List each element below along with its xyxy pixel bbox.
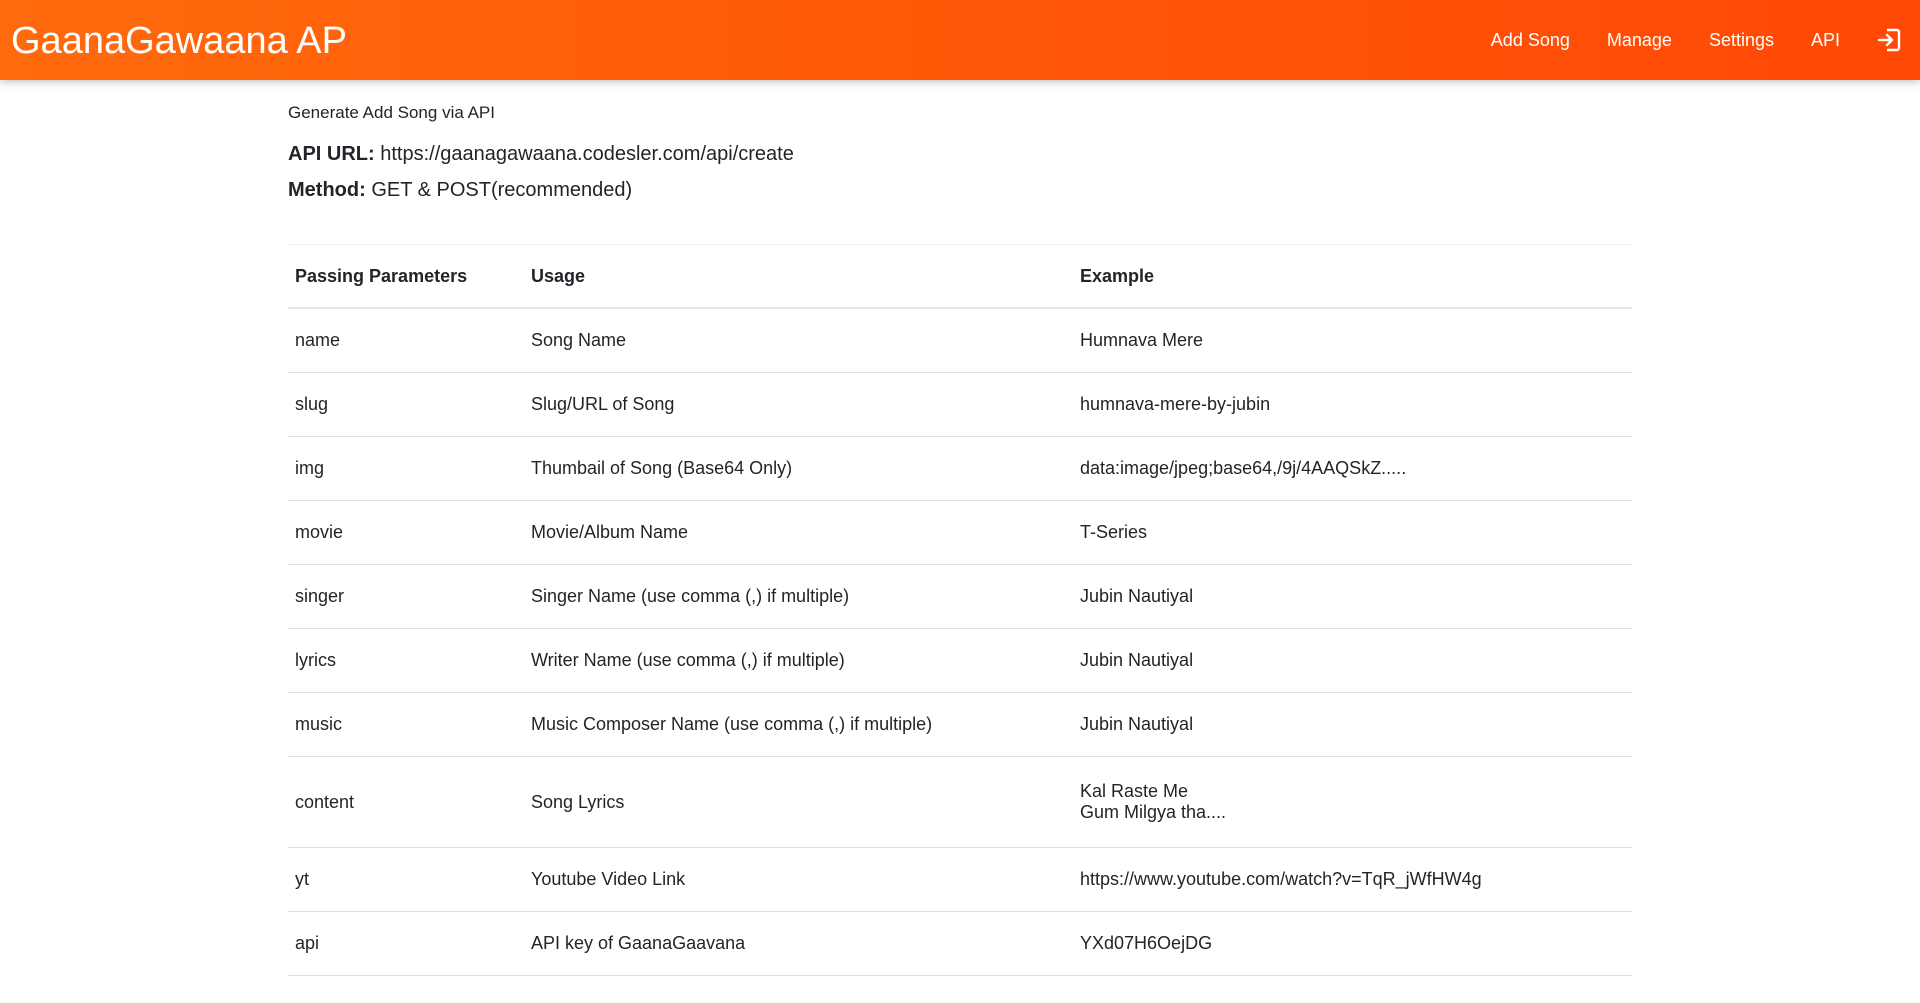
nav-link-api[interactable]: API (1810, 29, 1840, 50)
table-header-row (288, 245, 1632, 309)
table-row (288, 629, 1632, 693)
example-cell: YXd07H6OejDG (1073, 912, 1632, 976)
table-row (288, 693, 1632, 757)
param-cell: music (288, 693, 524, 757)
param-cell: api (288, 912, 524, 976)
param-cell: yt (288, 848, 524, 912)
nav-link-settings[interactable]: Settings (1708, 29, 1774, 50)
example-cell: humnava-mere-by-jubin (1073, 373, 1632, 437)
example-cell: Humnava Mere (1073, 308, 1632, 373)
table-row (288, 565, 1632, 629)
usage-cell: Writer Name (use comma (,) if multiple) (524, 629, 1073, 693)
param-cell: content (288, 757, 524, 848)
param-cell: name (288, 308, 524, 373)
table-row (288, 373, 1632, 437)
usage-cell: API key of GaanaGaavana (524, 912, 1073, 976)
example-cell: Jubin Nautiyal (1073, 693, 1632, 757)
api-url-line (288, 136, 1632, 172)
table-row (288, 437, 1632, 501)
page-subtitle: Generate Add Song via API (288, 103, 495, 122)
param-cell: slug (288, 373, 524, 437)
usage-cell: Slug/URL of Song (524, 373, 1073, 437)
nav-link-add-song[interactable]: Add Song (1490, 29, 1570, 50)
header-example: Example (1073, 245, 1632, 309)
table-row (288, 912, 1632, 976)
table-row (288, 308, 1632, 373)
usage-cell: Movie/Album Name (524, 501, 1073, 565)
table-row (288, 757, 1632, 848)
logout-icon-svg (1876, 27, 1902, 53)
api-info (288, 136, 1632, 208)
example-cell: data:image/jpeg;base64,/9j/4AAQSkZ..... (1073, 437, 1632, 501)
usage-cell: Song Name (524, 308, 1073, 373)
method-line (288, 172, 1632, 208)
example-line: Kal Raste Me (1080, 781, 1189, 801)
example-cell: Jubin Nautiyal (1073, 629, 1632, 693)
usage-cell: Singer Name (use comma (,) if multiple) (524, 565, 1073, 629)
usage-cell: Song Lyrics (524, 757, 1073, 848)
logout-icon[interactable] (1876, 27, 1902, 53)
param-cell: movie (288, 501, 524, 565)
nav-links (1454, 0, 1902, 80)
example-cell: T-Series (1073, 501, 1632, 565)
header-passing-parameters: Passing Parameters (288, 245, 524, 309)
param-cell: singer (288, 565, 524, 629)
example-cell: Jubin Nautiyal (1073, 565, 1632, 629)
nav-link-manage[interactable]: Manage (1606, 29, 1672, 50)
method-label: Method: (288, 179, 366, 201)
method-value: GET & POST(recommended) (371, 179, 633, 201)
api-url-value: https://gaanagawaana.codesler.com/api/create (380, 143, 794, 165)
header-usage: Usage (524, 245, 1073, 309)
example-cell: https://www.youtube.com/watch?v=TqR_jWfHW4g (1073, 848, 1632, 912)
top-navbar (0, 0, 1920, 80)
example-cell (1073, 757, 1632, 848)
brand-link[interactable]: GaanaGawaana AP (11, 20, 347, 62)
usage-cell: Music Composer Name (use comma (,) if multiple) (524, 693, 1073, 757)
table-row (288, 501, 1632, 565)
param-cell: img (288, 437, 524, 501)
parameters-table (288, 244, 1632, 976)
param-cell: lyrics (288, 629, 524, 693)
usage-cell: Thumbail of Song (Base64 Only) (524, 437, 1073, 501)
table-row (288, 848, 1632, 912)
example-line: Gum Milgya tha.... (1080, 802, 1227, 822)
main-content (288, 100, 1632, 953)
usage-cell: Youtube Video Link (524, 848, 1073, 912)
api-url-label: API URL: (288, 143, 375, 165)
